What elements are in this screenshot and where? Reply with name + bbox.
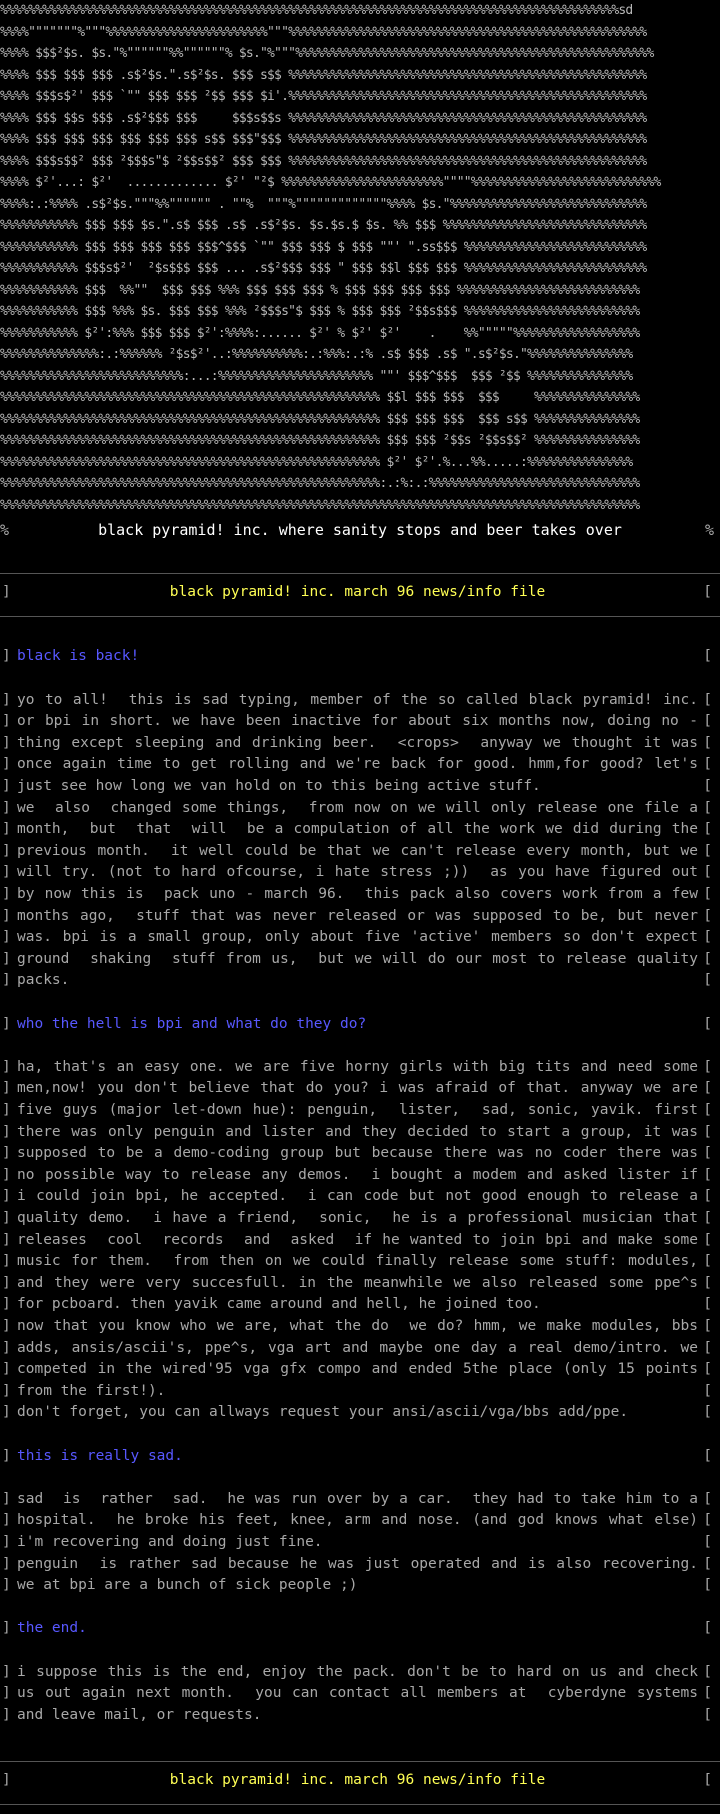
body-line	[0, 1122, 720, 1144]
body-line-text: i suppose this is the end, enjoy the pack. don't be to hard on us and check	[17, 1663, 698, 1680]
body-line-text: don't forget, you can allways request your ansi/ascii/vga/bbs add/ppe.	[17, 1404, 629, 1421]
body-line	[0, 906, 720, 928]
border-left: ]	[2, 1123, 11, 1140]
border-right: [	[703, 1534, 712, 1550]
border-right: [	[703, 1058, 712, 1075]
section-heading	[0, 646, 720, 668]
body-line	[0, 819, 720, 841]
body-line-text: there was only penguin and lister and they decided to start a group, it was	[17, 1123, 698, 1140]
border-left: ]	[2, 734, 11, 751]
border-left: ]	[2, 1231, 11, 1248]
body-line-text: no possible way to release any demos. i bought a modem and asked lister if	[17, 1166, 698, 1183]
border-right: [	[703, 972, 712, 989]
body-line	[0, 690, 720, 712]
border-right: [	[703, 1555, 712, 1572]
ascii-logo: %%%%%%%%%%%%%%%%%%%%%%%%%%%%%%%%%%%%%%%%%%%%%%%%%%%%%%%%%%%%%%%%%%%%%%%%%%%%%%%%%%%%%%%%sd %%%%"""""""%"""%%%%%%%%%%%%%%%%%%%%%%%"""%%%%%%%%%%%%%%%%%%%%%%%%%%%%%%%%%%%%%%%%%%%%%%%%%%% %%%% $$$²$s. $s."%""""""%%""""""% $s."%"""%%%%%%%%%%%%%%%%%%%%%%%%%%%%%%%%%%%%%%%%%%%%%%%%%%% %%%% $$$ $$$ $$$ .s$²$s.".s$²$s. $$$ s$$ %%%%%%%%%%%%%%%%%%%%%%%%%%%%%%%%%%%%%%%%%%%%%%%%%%% %%%% $$$s$²' $$$ `"" $$$ $$$ ²$$ $$$ $i'.%%%%%%%%%%%%%%%%%%%%%%%%%%%%%%%%%%%%%%%%%%%%%%%%%%% %%%% $$$ $$s $$$ .s$²$$$ $$$ $$$s$$s %%%%%%%%%%%%%%%%%%%%%%%%%%%%%%%%%%%%%%%%%%%%%%%%%%% %%%% $$$ $$$ $$$ $$$ $$$ $$$ s$$ $$$"$$$ %%%%%%%%%%%%%%%%%%%%%%%%%%%%%%%%%%%%%%%%%%%%%%%%%%% %%%% $$$s$$² $$$ ²$$$s"$ ²$$s$$² $$$ $$$ %%%%%%%%%%%%%%%%%%%%%%%%%%%%%%%%%%%%%%%%%%%%%%%%%%% %%%% $²'...: $²' ............. $²' "²$ %%%%%%%%%%%%%%%%%%%%%%%""""%%%%%%%%%%%%%%%%%%%%%%%%%%% %%%%:.:%%%% .s$²$s."""%%"""""" . ""% """%"""""""""""""%%%% $s."%%%%%%%%%%%%%%%%%%%%%%%%%%%% %%%%%%%%%%% $$$ $$$ $s.".s$ $$$ .s$ .s$²$s. $s.$s.$ $s. %% $$$ %%%%%%%%%%%%%%%%%%%%%%%%%%%%% %%%%%%%%%%% $$$ $$$ $$$ $$$ $$$^$$$ `"" $$$ $$$ $ $$$ ""' ".ss$$$ %%%%%%%%%%%%%%%%%%%%%%%%%% %%%%%%%%%%% $$$s$²' ²$s$$$ $$$ ... .s$²$$$ $$$ " $$$ $$l $$$ $$$ %%%%%%%%%%%%%%%%%%%%%%%%%% %%%%%%%%%%% $$$ %%"" $$$ $$$ %%% $$$ $$$ $$$ % $$$ $$$ $$$ $$$ %%%%%%%%%%%%%%%%%%%%%%%%%% %%%%%%%%%%% $$$ %%% $s. $$$ $$$ %%% ²$$$s"$ $$$ % $$$ $$$ ²$$s$$$ %%%%%%%%%%%%%%%%%%%%%%%%% %%%%%%%%%%% $²':%%% $$$ $$$ $²':%%%%:...... $²' % $²' $²' . %%"""""%%%%%%%%%%%%%%%%%% %%%%%%%%%%%%%%:.:%%%%%% ²$s$²'..:%%%%%%%%%%:.:%%%:.:% .s$ $$$ .s$ ".s$²$s."%%%%%%%%%%%%%%% %%%%%%%%%%%%%%%%%%%%%%%%%%:...:%%%%%%%%%%%%%%%%%%%%%% ""' $$$^$$$ $$$ ²$$ %%%%%%%%%%%%%%% %%%%%%%%%%%%%%%%%%%%%%%%%%%%%%%%%%%%%%%%%%%%%%%%%%%%%% $$l $$$ $$$ $$$ %%%%%%%%%%%%%%% %%%%%%%%%%%%%%%%%%%%%%%%%%%%%%%%%%%%%%%%%%%%%%%%%%%%%% $$$ $$$ $$$ $$$ s$$ %%%%%%%%%%%%%%% %%%%%%%%%%%%%%%%%%%%%%%%%%%%%%%%%%%%%%%%%%%%%%%%%%%%%% $$$ $$$ ²$$s ²$$s$$² %%%%%%%%%%%%%%% %%%%%%%%%%%%%%%%%%%%%%%%%%%%%%%%%%%%%%%%%%%%%%%%%%%%%% $²' $²'.%...%%.....:%%%%%%%%%%%%%%% %%%%%%%%%%%%%%%%%%%%%%%%%%%%%%%%%%%%%%%%%%%%%%%%%%%%%%:.:%:.:%%%%%%%%%%%%%%%%%%%%%%%%%%%%%% %%%%%%%%%%%%%%%%%%%%%%%%%%%%%%%%%%%%%%%%%%%%%%%%%%%%%%%%%%%%%%%%%%%%%%%%%%%%%%%%%%%%%%%%%%%	[0, 3, 661, 513]
border-left: ]	[2, 1318, 11, 1334]
border-left: ]	[2, 929, 11, 946]
body-line-text: and leave mail, or requests.	[17, 1706, 262, 1723]
body-line-text: thing except sleeping and drinking beer. <crops> anyway we thought it was	[17, 734, 698, 751]
body-line	[0, 927, 720, 949]
body-line-text: yo to all! this is sad typing, member of the so called black pyramid! inc.	[17, 691, 698, 708]
body-line	[0, 1078, 720, 1100]
border-left: ]	[2, 1447, 11, 1464]
body-line-text: just see how long we van hold on to this being active stuff.	[17, 778, 541, 794]
border-left: ]	[2, 1577, 11, 1594]
border-right: [	[703, 1490, 712, 1507]
border-right: [	[703, 799, 712, 816]
section-heading-text: black is back!	[17, 648, 140, 665]
body-line	[0, 1316, 720, 1338]
border-right: [	[703, 1080, 712, 1097]
border-right: [	[703, 907, 712, 924]
border-right: [	[703, 1382, 712, 1399]
footer-title-text: black pyramid! inc. march 96 news/info file	[169, 1771, 546, 1788]
border-right: [	[703, 1706, 712, 1723]
border-right: [	[703, 1145, 712, 1162]
body-line	[0, 1359, 720, 1381]
body-line	[0, 1057, 720, 1079]
body-line-text: men,now! you don't believe that do you? i was afraid of that. anyway we are	[17, 1080, 698, 1097]
border-right: [	[703, 778, 712, 794]
body-line-text: now that you know who we are, what the do we do? hmm, we make modules, bbs	[17, 1318, 698, 1334]
border-left: ]	[2, 1534, 11, 1550]
body-line	[0, 1662, 720, 1684]
body-line-text: releases cool records and asked if he wanted to join bpi and make some	[17, 1231, 698, 1248]
body-line-text: from the first!).	[17, 1382, 166, 1399]
body-line	[0, 754, 720, 776]
border-left: ]	[2, 583, 11, 600]
body-line-text: by now this is pack uno - march 96. this pack also covers work from a few	[17, 886, 698, 902]
border-right: [	[703, 1123, 712, 1140]
border-right: [	[703, 1166, 712, 1183]
border-right: [	[703, 1512, 712, 1529]
body-line	[0, 776, 720, 798]
body-line	[0, 1165, 720, 1187]
body-line	[0, 1294, 720, 1316]
body-line	[0, 798, 720, 820]
border-right: [	[703, 1188, 712, 1205]
border-right: [	[703, 886, 712, 902]
border-left: ]	[2, 1274, 11, 1291]
border-right: [	[703, 842, 712, 859]
body-line-text: we at bpi are a bunch of sick people ;)	[17, 1577, 358, 1594]
border-right: [	[703, 1253, 712, 1270]
body-line	[0, 1143, 720, 1165]
body-line	[0, 733, 720, 755]
body-line	[0, 1251, 720, 1273]
border-left: ]	[2, 1102, 11, 1118]
border-left: ]	[2, 1058, 11, 1075]
border-right: [	[703, 1361, 712, 1378]
section-heading-text: this is really sad.	[17, 1447, 183, 1464]
border-right: [	[703, 583, 712, 600]
border-left: ]	[2, 1361, 11, 1378]
body-line-text: we also changed some things, from now on we will only release one file a	[17, 799, 698, 816]
body-line	[0, 1705, 720, 1727]
border-left: ]	[2, 756, 11, 773]
border-left: ]	[2, 821, 11, 838]
body-line-text: for pcboard. then yavik came around and hell, he joined too.	[17, 1296, 541, 1313]
section-heading-text: the end.	[17, 1620, 87, 1637]
border-left: ]	[2, 1685, 11, 1702]
body-line	[0, 1186, 720, 1208]
border-right: [	[703, 1274, 712, 1291]
border-right: [	[703, 648, 712, 665]
border-left: ]	[2, 1706, 11, 1723]
body-line	[0, 1489, 720, 1511]
section-heading	[0, 1446, 720, 1468]
border-left: ]	[2, 950, 11, 967]
body-line-text: and they were very succesfull. in the meanwhile we also released some ppe^s	[17, 1274, 698, 1291]
border-right: [	[703, 1318, 712, 1334]
section-heading	[0, 1014, 720, 1036]
header-title-text: black pyramid! inc. march 96 news/info file	[169, 583, 546, 600]
body-line-text: previous month. it well could be that we can't release every month, but we	[17, 842, 698, 859]
border-left: ]	[2, 1188, 11, 1205]
border-left: ]	[2, 1404, 11, 1421]
body-line-text: music for them. from then on we could finally release some stuff: modules,	[17, 1253, 698, 1270]
body-line	[0, 1402, 720, 1424]
border-right: [	[703, 713, 712, 730]
border-right: [	[703, 1447, 712, 1464]
border-left: ]	[2, 713, 11, 730]
body-line-text: supposed to be a demo-coding group but because there was no coder there was	[17, 1145, 698, 1162]
body-line	[0, 970, 720, 992]
body-line	[0, 884, 720, 906]
body-line-text: penguin is rather sad because he was just operated and is also recovering.	[17, 1555, 698, 1572]
body-line	[0, 1554, 720, 1576]
border-left: ]	[2, 1382, 11, 1399]
body-line	[0, 1273, 720, 1295]
body-line	[0, 1532, 720, 1554]
body-line	[0, 1683, 720, 1705]
border-left: ]	[2, 1490, 11, 1507]
border-right: [	[703, 929, 712, 946]
body-line	[0, 1575, 720, 1597]
border-left: ]	[2, 648, 11, 665]
tagline: black pyramid! inc. where sanity stops and beer takes over	[98, 521, 622, 539]
body-line	[0, 1230, 720, 1252]
border-right: [	[703, 756, 712, 773]
border-right: [	[703, 1663, 712, 1680]
border-left: ]	[2, 1210, 11, 1226]
tagline-left-mark: %	[0, 521, 10, 539]
border-left: ]	[2, 799, 11, 816]
border-left: ]	[2, 1339, 11, 1356]
section-heading	[0, 1618, 720, 1640]
body-line	[0, 1510, 720, 1532]
border-left: ]	[2, 842, 11, 859]
border-right: [	[703, 691, 712, 708]
footer-rule-top	[0, 1761, 720, 1762]
body-line-text: or bpi in short. we have been inactive for about six months now, doing no -	[17, 713, 698, 730]
footer-title	[0, 1770, 720, 1792]
body-line-text: once again time to get rolling and we're back for good. hmm,for good? let's	[17, 756, 698, 773]
body-line-text: five guys (major let-down hue): penguin, lister, sad, sonic, yavik. first	[17, 1102, 698, 1118]
body-line	[0, 1100, 720, 1122]
body-line-text: ha, that's an easy one. we are five horny girls with big tits and need some	[17, 1058, 698, 1075]
body-line	[0, 1338, 720, 1360]
border-right: [	[703, 1404, 712, 1421]
border-right: [	[703, 1296, 712, 1313]
body-line-text: quality demo. i have a friend, sonic, he is a professional musician that	[17, 1210, 698, 1226]
border-right: [	[703, 1771, 712, 1788]
border-right: [	[703, 1015, 712, 1032]
border-right: [	[703, 950, 712, 967]
body-line-text: i could join bpi, he accepted. i can code but not good enough to release a	[17, 1188, 698, 1205]
body-line-text: competed in the wired'95 vga gfx compo and ended 5the place (only 15 points	[17, 1361, 698, 1378]
body-line-text: us out again next month. you can contact all members at cyberdyne systems	[17, 1685, 698, 1702]
body-line-text: packs.	[17, 972, 70, 989]
body-line-text: months ago, stuff that was never released or was supposed to be, but never	[17, 907, 698, 924]
border-left: ]	[2, 864, 11, 881]
border-left: ]	[2, 1512, 11, 1529]
header-rule-bottom	[0, 616, 720, 617]
body-line-text: hospital. he broke his feet, knee, arm and nose. (and god knows what else)	[17, 1512, 698, 1529]
border-right: [	[703, 1620, 712, 1637]
body-line-text: adds, ansis/ascii's, ppe^s, vga art and maybe one day a real demo/intro. we	[17, 1339, 698, 1356]
body-line-text: was. bpi is a small group, only about five 'active' members so don't expect	[17, 929, 698, 946]
body-line-text: sad is rather sad. he was run over by a car. they had to take him to a	[17, 1490, 698, 1507]
footer-rule-bottom	[0, 1804, 720, 1805]
tagline-right-mark: %	[704, 521, 714, 539]
body-line-text: i'm recovering and doing just fine.	[17, 1534, 323, 1550]
border-left: ]	[2, 778, 11, 794]
body-line	[0, 841, 720, 863]
body-line-text: month, but that will be a compulation of all the work we did during the	[17, 821, 698, 838]
body-line	[0, 862, 720, 884]
section-heading-text: who the hell is bpi and what do they do?	[17, 1015, 367, 1032]
border-right: [	[703, 864, 712, 881]
border-left: ]	[2, 907, 11, 924]
border-left: ]	[2, 1555, 11, 1572]
border-left: ]	[2, 1620, 11, 1637]
tagline-row	[0, 519, 720, 541]
body-line-text: ground shaking stuff from us, but we will do our most to release quality	[17, 950, 698, 967]
border-left: ]	[2, 1166, 11, 1183]
border-left: ]	[2, 1253, 11, 1270]
header-title	[0, 582, 720, 604]
body-line-text: will try. (not to hard ofcourse, i hate stress ;)) as you have figured out	[17, 864, 698, 881]
border-left: ]	[2, 1080, 11, 1097]
border-left: ]	[2, 1771, 11, 1788]
header-rule-top	[0, 573, 720, 574]
border-left: ]	[2, 1145, 11, 1162]
body-line	[0, 1208, 720, 1230]
border-left: ]	[2, 886, 11, 902]
border-right: [	[703, 734, 712, 751]
border-left: ]	[2, 1296, 11, 1313]
border-right: [	[703, 1210, 712, 1226]
body-line	[0, 711, 720, 733]
border-right: [	[703, 1577, 712, 1594]
border-right: [	[703, 1685, 712, 1702]
border-right: [	[703, 1102, 712, 1118]
body-line	[0, 1381, 720, 1403]
border-right: [	[703, 821, 712, 838]
border-right: [	[703, 1339, 712, 1356]
border-left: ]	[2, 972, 11, 989]
border-right: [	[703, 1231, 712, 1248]
body-line	[0, 949, 720, 971]
border-left: ]	[2, 1015, 11, 1032]
border-left: ]	[2, 1663, 11, 1680]
border-left: ]	[2, 691, 11, 708]
